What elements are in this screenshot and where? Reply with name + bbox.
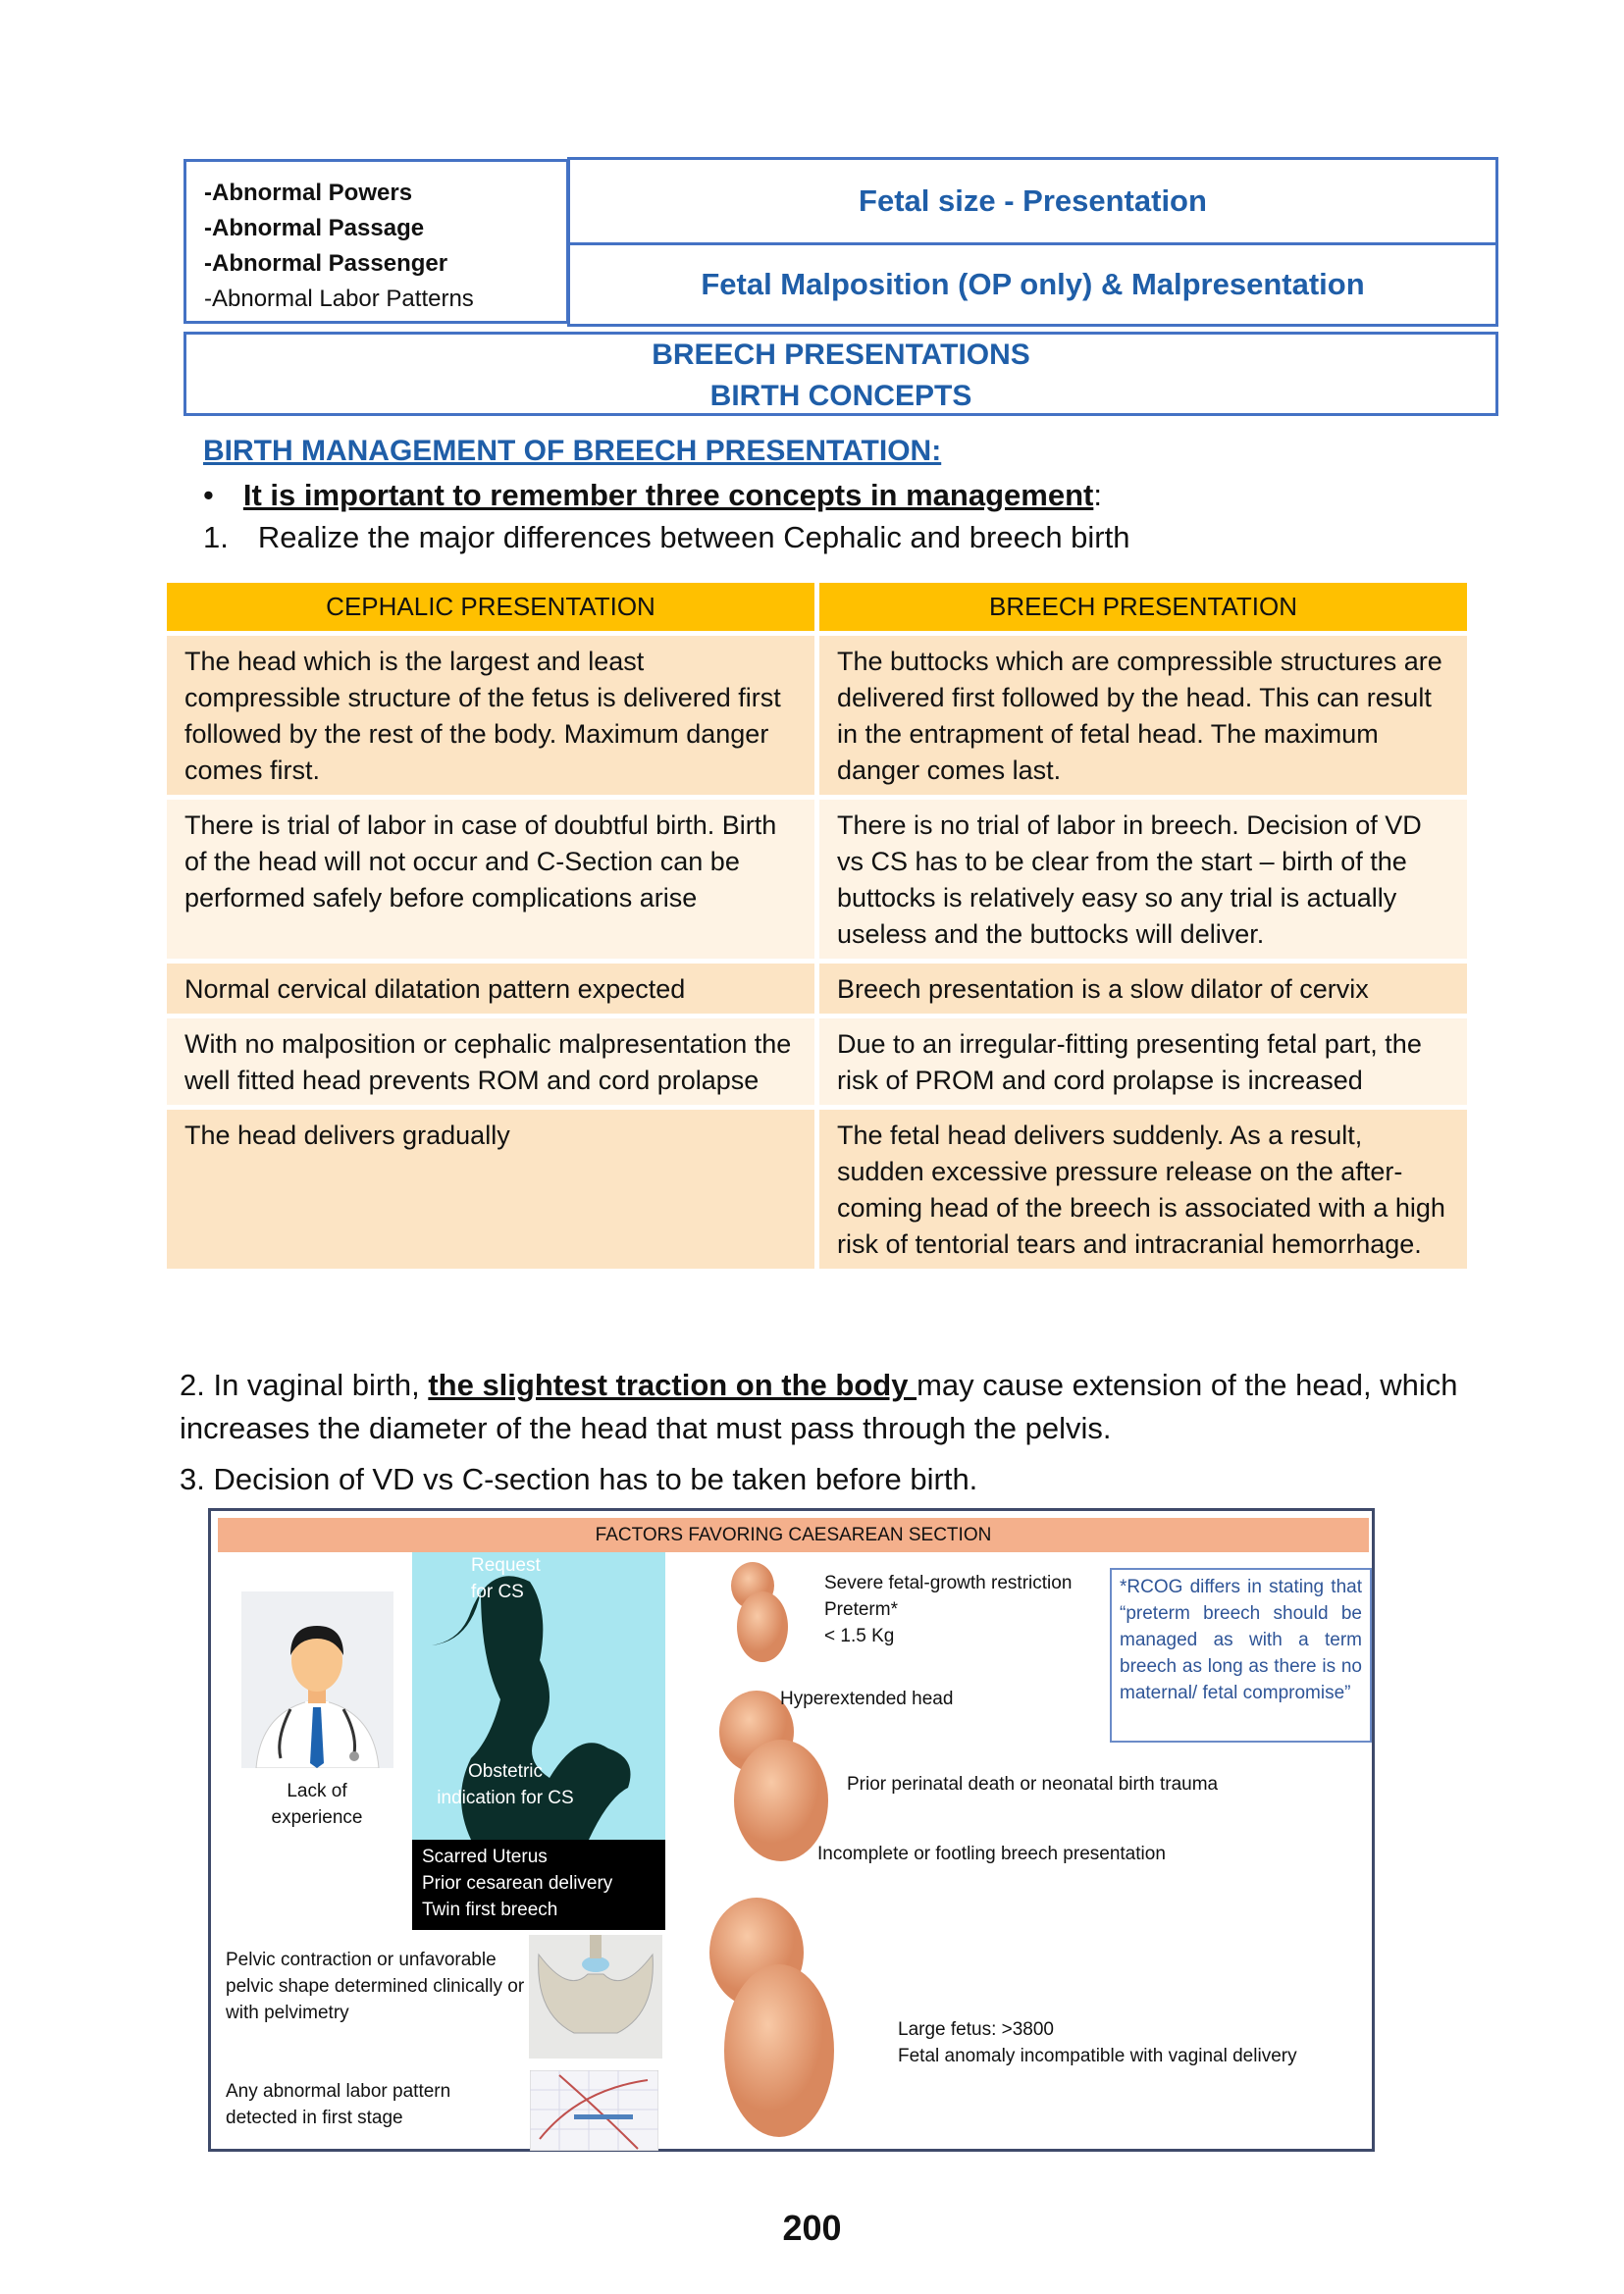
table-row	[165, 798, 1470, 962]
breech-cell: The fetal head delivers suddenly. As a result, sudden excessive pressure release on the after-coming head of the breech is associated with a high risk of tentorial tears and intracranial hemorrhage.	[817, 1108, 1470, 1272]
point-2-suffix: may cause extension of the head, which increases the diameter of the head that must pass through the pelvis.	[180, 1368, 1458, 1445]
breech-cell: Breech presentation is a slow dilator of cervix	[817, 962, 1470, 1017]
cephalic-cell: Normal cervical dilatation pattern expected	[165, 962, 817, 1017]
section-title: BIRTH MANAGEMENT OF BREECH PRESENTATION:	[203, 435, 942, 467]
request-cs-label: Request for CS	[471, 1555, 541, 1602]
figure-title: FACTORS FAVORING CAESAREAN SECTION	[218, 1518, 1369, 1552]
lack-of-experience-label: Lack of experience	[271, 1781, 363, 1828]
partograph-chart-icon	[530, 2070, 658, 2151]
point-2-emphasis: the slightest traction on the body	[428, 1368, 917, 1402]
caesarean-factors-figure	[208, 1508, 1375, 2152]
point-3: 3. Decision of VD vs C-section has to be taken before birth.	[180, 1462, 978, 1496]
bullet-suffix: :	[1093, 478, 1102, 512]
comparison-table	[162, 578, 1472, 1274]
breech-cell: There is no trial of labor in breech. Decision of VD vs CS has to be clear from the start – birth of the buttocks is relatively easy so any trial is actually useless and the buttocks will deliver.	[817, 798, 1470, 962]
point-2-prefix: 2. In vaginal birth,	[180, 1368, 429, 1402]
header-cephalic: CEPHALIC PRESENTATION	[165, 581, 817, 634]
malposition-heading: Fetal Malposition (OP only) & Malpresentation	[567, 242, 1498, 327]
abnormal-labor-patterns: -Abnormal Labor Patterns	[204, 286, 474, 312]
table-row	[165, 962, 1470, 1017]
cephalic-cell: There is trial of labor in case of doubtful birth. Birth of the head will not occur and C-Section can be performed safely before complications arise	[165, 798, 817, 962]
cephalic-cell: The head delivers gradually	[165, 1108, 817, 1272]
pelvic-contraction-label: Pelvic contraction or unfavorable pelvic shape determined clinically or with pelvimetry	[226, 1950, 525, 2023]
table-row	[165, 1017, 1470, 1108]
rcog-note: *RCOG differs in stating that “preterm breech should be managed as with a term breech as long as there is no maternal/ fetal compromise”	[1110, 1568, 1372, 1743]
prior-perinatal-label: Prior perinatal death or neonatal birth trauma	[847, 1774, 1219, 1795]
obstetric-indication-label: Obstetric indication for CS	[437, 1761, 574, 1808]
twin-first-breech: Twin first breech	[422, 1900, 558, 1920]
header-breech: BREECH PRESENTATION	[817, 581, 1470, 634]
abnormal-passage: -Abnormal Passage	[204, 215, 425, 241]
page-number: 200	[782, 2208, 842, 2248]
fetal-growth-restriction-list	[824, 1570, 1072, 1649]
cephalic-cell: The head which is the largest and least compressible structure of the fetus is delivered first followed by the rest of the body. Maximum danger comes first.	[165, 634, 817, 798]
fetus-medium-icon	[712, 1688, 838, 1866]
weight-label: < 1.5 Kg	[824, 1626, 895, 1646]
scarred-uterus: Scarred Uterus	[422, 1847, 548, 1867]
point-2	[180, 1364, 1494, 1450]
fgr-label: Severe fetal-growth restriction	[824, 1573, 1073, 1593]
item-number: 1.	[203, 520, 229, 554]
abnormal-powers: -Abnormal Powers	[204, 180, 413, 206]
pregnant-woman-panel	[412, 1552, 665, 1840]
fetus-small-icon	[721, 1560, 800, 1666]
fetus-large-icon	[703, 1894, 838, 2139]
table-row	[165, 1108, 1470, 1272]
prior-cesarean: Prior cesarean delivery	[422, 1873, 613, 1894]
item-1	[203, 520, 1129, 555]
pelvis-image-icon	[529, 1935, 662, 2059]
incomplete-breech-label: Incomplete or footling breech presentation	[817, 1844, 1166, 1864]
item-text: Realize the major differences between Cephalic and breech birth	[257, 520, 1130, 554]
breech-cell: Due to an irregular-fitting presenting fetal part, the risk of PROM and cord prolapse is increased	[817, 1017, 1470, 1108]
breech-cell: The buttocks which are compressible structures are delivered first followed by the head. This can result in the entrapment of fetal head. The maximum danger comes last.	[817, 634, 1470, 798]
hyperextended-head-label: Hyperextended head	[780, 1689, 954, 1709]
bullet-line	[203, 478, 1102, 513]
preterm-label: Preterm*	[824, 1599, 898, 1620]
large-fetus-label: Large fetus: >3800	[898, 2019, 1054, 2040]
bullet-symbol: •	[203, 478, 214, 512]
doctor-icon	[241, 1591, 393, 1768]
cephalic-cell: With no malposition or cephalic malpresentation the well fitted head prevents ROM and cord prolapse	[165, 1017, 817, 1108]
abnormal-passenger: -Abnormal Passenger	[204, 250, 448, 277]
breech-title-box	[183, 332, 1498, 416]
bullet-text: It is important to remember three concepts in management	[242, 478, 1094, 512]
breech-title: BREECH PRESENTATIONS	[652, 339, 1030, 371]
fetal-size-heading: Fetal size - Presentation	[567, 157, 1498, 245]
fetal-anomaly-label: Fetal anomaly incompatible with vaginal delivery	[898, 2046, 1297, 2066]
table-row	[165, 634, 1470, 798]
birth-concepts-title: BIRTH CONCEPTS	[709, 380, 972, 412]
cs-indications-box	[412, 1840, 665, 1930]
labor-abnormalities-box	[183, 159, 569, 324]
abnormal-labor-label: Any abnormal labor pattern detected in first stage	[226, 2081, 451, 2128]
